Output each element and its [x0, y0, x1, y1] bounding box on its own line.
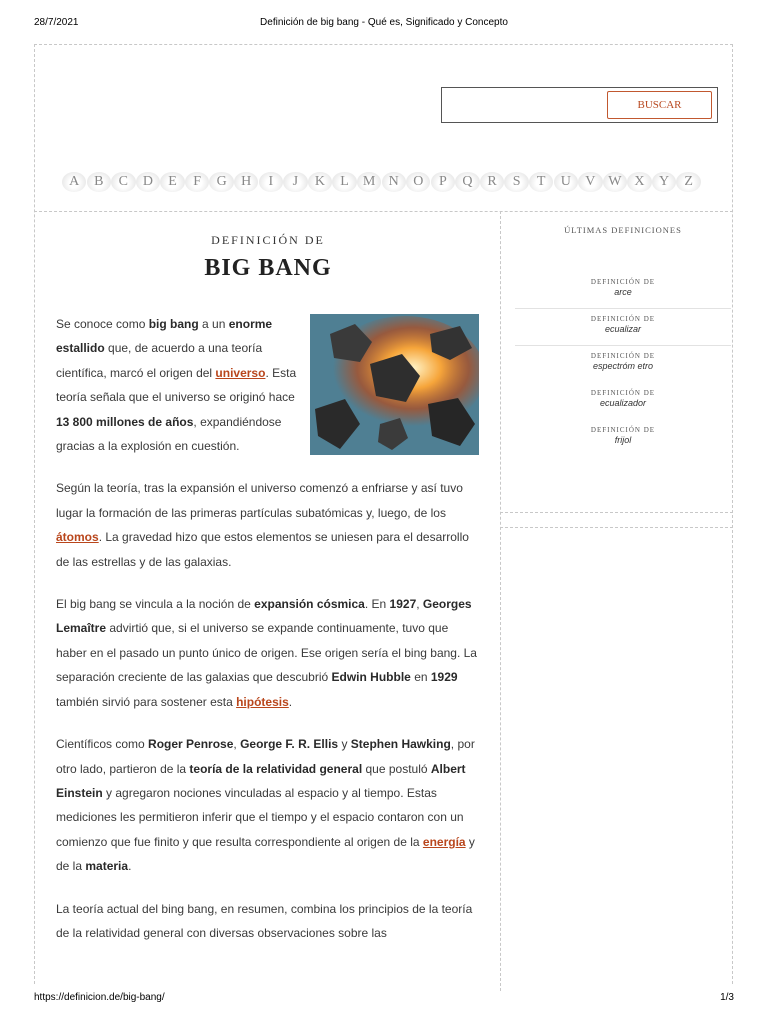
latest-definition-item[interactable] [515, 420, 731, 457]
emphasis-text: expansión cósmica [254, 597, 365, 612]
body-text: . Esta teoría señala que el universo se originó hace [56, 365, 297, 405]
latest-definition-kicker: DEFINICIÓN DE [590, 315, 656, 323]
body-text: . [128, 859, 132, 874]
body-text: Científicos como [56, 737, 149, 752]
latest-definition-kicker: DEFINICIÓN DE [590, 278, 656, 286]
alphabet-letter-z[interactable]: Z [676, 172, 700, 192]
alphabet-letter-g[interactable]: G [209, 172, 233, 192]
alphabet-letter-m[interactable]: M [357, 172, 381, 192]
body-text: también sirvió para sostener esta [56, 694, 237, 709]
emphasis-text: Albert Einstein [56, 761, 466, 800]
alphabet-letter-y[interactable]: Y [652, 172, 676, 192]
emphasis-text: Georges Lemaître [56, 597, 472, 636]
body-text: , [233, 737, 241, 752]
emphasis-text: Stephen Hawking [350, 737, 451, 752]
body-text: en [410, 670, 431, 685]
emphasis-text: enorme estallido [56, 317, 273, 356]
alphabet-letter-f[interactable]: F [185, 172, 209, 192]
alphabet-letter-v[interactable]: V [578, 172, 602, 192]
latest-definition-kicker: DEFINICIÓN DE [590, 352, 656, 360]
latest-definitions-list [515, 272, 731, 457]
sidebar-heading: ÚLTIMAS DEFINICIONES [564, 225, 682, 235]
emphasis-text: George F. R. Ellis [240, 737, 339, 752]
emphasis-text: 1929 [430, 670, 458, 685]
emphasis-text: teoría de la relatividad general [189, 761, 363, 776]
alphabet-letter-c[interactable]: C [111, 172, 135, 192]
body-text: . En [364, 597, 390, 612]
alphabet-letter-p[interactable]: P [431, 172, 455, 192]
article-link[interactable]: átomos [56, 530, 99, 545]
column-divider [500, 211, 501, 991]
latest-definition-item[interactable] [515, 346, 731, 383]
content-divider [34, 211, 733, 212]
alphabet-letter-u[interactable]: U [554, 172, 578, 192]
latest-definition-word[interactable]: ecualizar [604, 324, 642, 334]
paragraph-4 [56, 732, 482, 878]
alphabet-letter-l[interactable]: L [332, 172, 356, 192]
latest-definition-kicker: DEFINICIÓN DE [590, 426, 656, 434]
alphabet-letter-i[interactable]: I [259, 172, 283, 192]
alphabet-letter-k[interactable]: K [308, 172, 332, 192]
emphasis-text: big bang [148, 317, 199, 331]
page-title: BIG BANG [204, 255, 332, 281]
alphabet-letter-d[interactable]: D [136, 172, 160, 192]
emphasis-text: 13 800 millones de años [56, 414, 194, 429]
emphasis-text: 1927 [389, 597, 417, 612]
paragraph-3 [56, 592, 482, 714]
search-button[interactable]: BUSCAR [607, 91, 712, 119]
sidebar-divider [500, 512, 733, 513]
body-text: que postuló [362, 761, 431, 776]
body-text: El big bang se vincula a la noción de [56, 597, 255, 612]
emphasis-text: Edwin Hubble [331, 670, 411, 685]
search-input[interactable] [441, 87, 718, 123]
print-header [0, 17, 768, 31]
body-text: que, de acuerdo a una teoría científica, marcó el origen del [56, 341, 263, 380]
sidebar-divider [500, 527, 733, 528]
alphabet-letter-r[interactable]: R [480, 172, 504, 192]
body-text: La teoría actual del bing bang, en resumen, combina los principios de la teoría de la relatividad general con diversas observaciones sobre las [56, 901, 473, 940]
body-text: , por otro lado, partieron de la [56, 737, 475, 776]
latest-definition-item[interactable] [515, 272, 731, 309]
alphabet-letter-w[interactable]: W [603, 172, 627, 192]
definition-kicker: DEFINICIÓN DE [211, 233, 325, 247]
article-link[interactable]: universo [215, 365, 266, 380]
body-text: Según la teoría, tras la expansión el universo comenzó a enfriarse y así tuvo lugar la formación de las primeras partículas subatómicas y, luego, de los [56, 481, 463, 520]
alphabet-letter-a[interactable]: A [62, 172, 86, 192]
article-link[interactable]: energía [422, 834, 466, 849]
body-text: advirtió que, si el universo se expande continuamente, tuvo que haber en el pasado un punto único de origen. Ese origen sería el bing bang. La separación creciente de las galaxias que descubrió [56, 621, 477, 685]
body-text: , [416, 597, 423, 612]
print-footer [0, 992, 768, 1006]
body-text: y agregaron nociones vinculadas al espacio y al tiempo. Estas mediciones les permitieron inferir que el tiempo y el espacio contaron con un comienzo que fue finito y que resulta correspondiente al origen de la [56, 785, 464, 849]
alphabet-letter-e[interactable]: E [160, 172, 184, 192]
body-text: y de la [56, 834, 475, 874]
emphasis-text: Roger Penrose [148, 737, 234, 752]
print-date: 28/7/2021 [34, 17, 79, 28]
body-text: a un [198, 317, 229, 331]
alphabet-letter-j[interactable]: J [283, 172, 307, 192]
alphabet-letter-o[interactable]: O [406, 172, 430, 192]
article-link[interactable]: hipótesis [236, 694, 289, 709]
print-page-number: 1/3 [720, 992, 734, 1003]
alphabet-nav [62, 172, 712, 194]
alphabet-letter-q[interactable]: Q [455, 172, 479, 192]
latest-definition-item[interactable] [515, 309, 731, 346]
alphabet-letter-h[interactable]: H [234, 172, 258, 192]
alphabet-letter-b[interactable]: B [87, 172, 111, 192]
latest-definition-word[interactable]: ecualizador [599, 398, 647, 408]
article-body [56, 312, 482, 963]
latest-definition-item[interactable] [515, 383, 731, 420]
body-text: , expandiéndose gracias a la explosión en cuestión. [56, 414, 282, 454]
alphabet-letter-s[interactable]: S [504, 172, 528, 192]
paragraph-2 [56, 476, 482, 574]
latest-definition-word[interactable]: espectróm etro [592, 361, 654, 371]
paragraph-intro [56, 312, 302, 458]
paragraph-5 [56, 897, 482, 946]
print-title: Definición de big bang - Qué es, Significado y Concepto [260, 17, 508, 28]
latest-definition-word[interactable]: arce [614, 287, 632, 297]
alphabet-letter-t[interactable]: T [529, 172, 553, 192]
latest-definition-word[interactable]: frijol [614, 435, 632, 445]
latest-definition-kicker: DEFINICIÓN DE [590, 389, 656, 397]
body-text: . [288, 694, 293, 709]
body-text: Se conoce como [56, 317, 149, 331]
body-text: y [338, 737, 351, 752]
emphasis-text: materia [85, 859, 129, 874]
body-text: . La gravedad hizo que estos elementos se uniesen para el desarrollo de las estrellas y de las galaxias. [56, 530, 469, 569]
print-url: https://definicion.de/big-bang/ [34, 992, 165, 1003]
alphabet-letter-x[interactable]: X [627, 172, 651, 192]
alphabet-letter-n[interactable]: N [382, 172, 406, 192]
